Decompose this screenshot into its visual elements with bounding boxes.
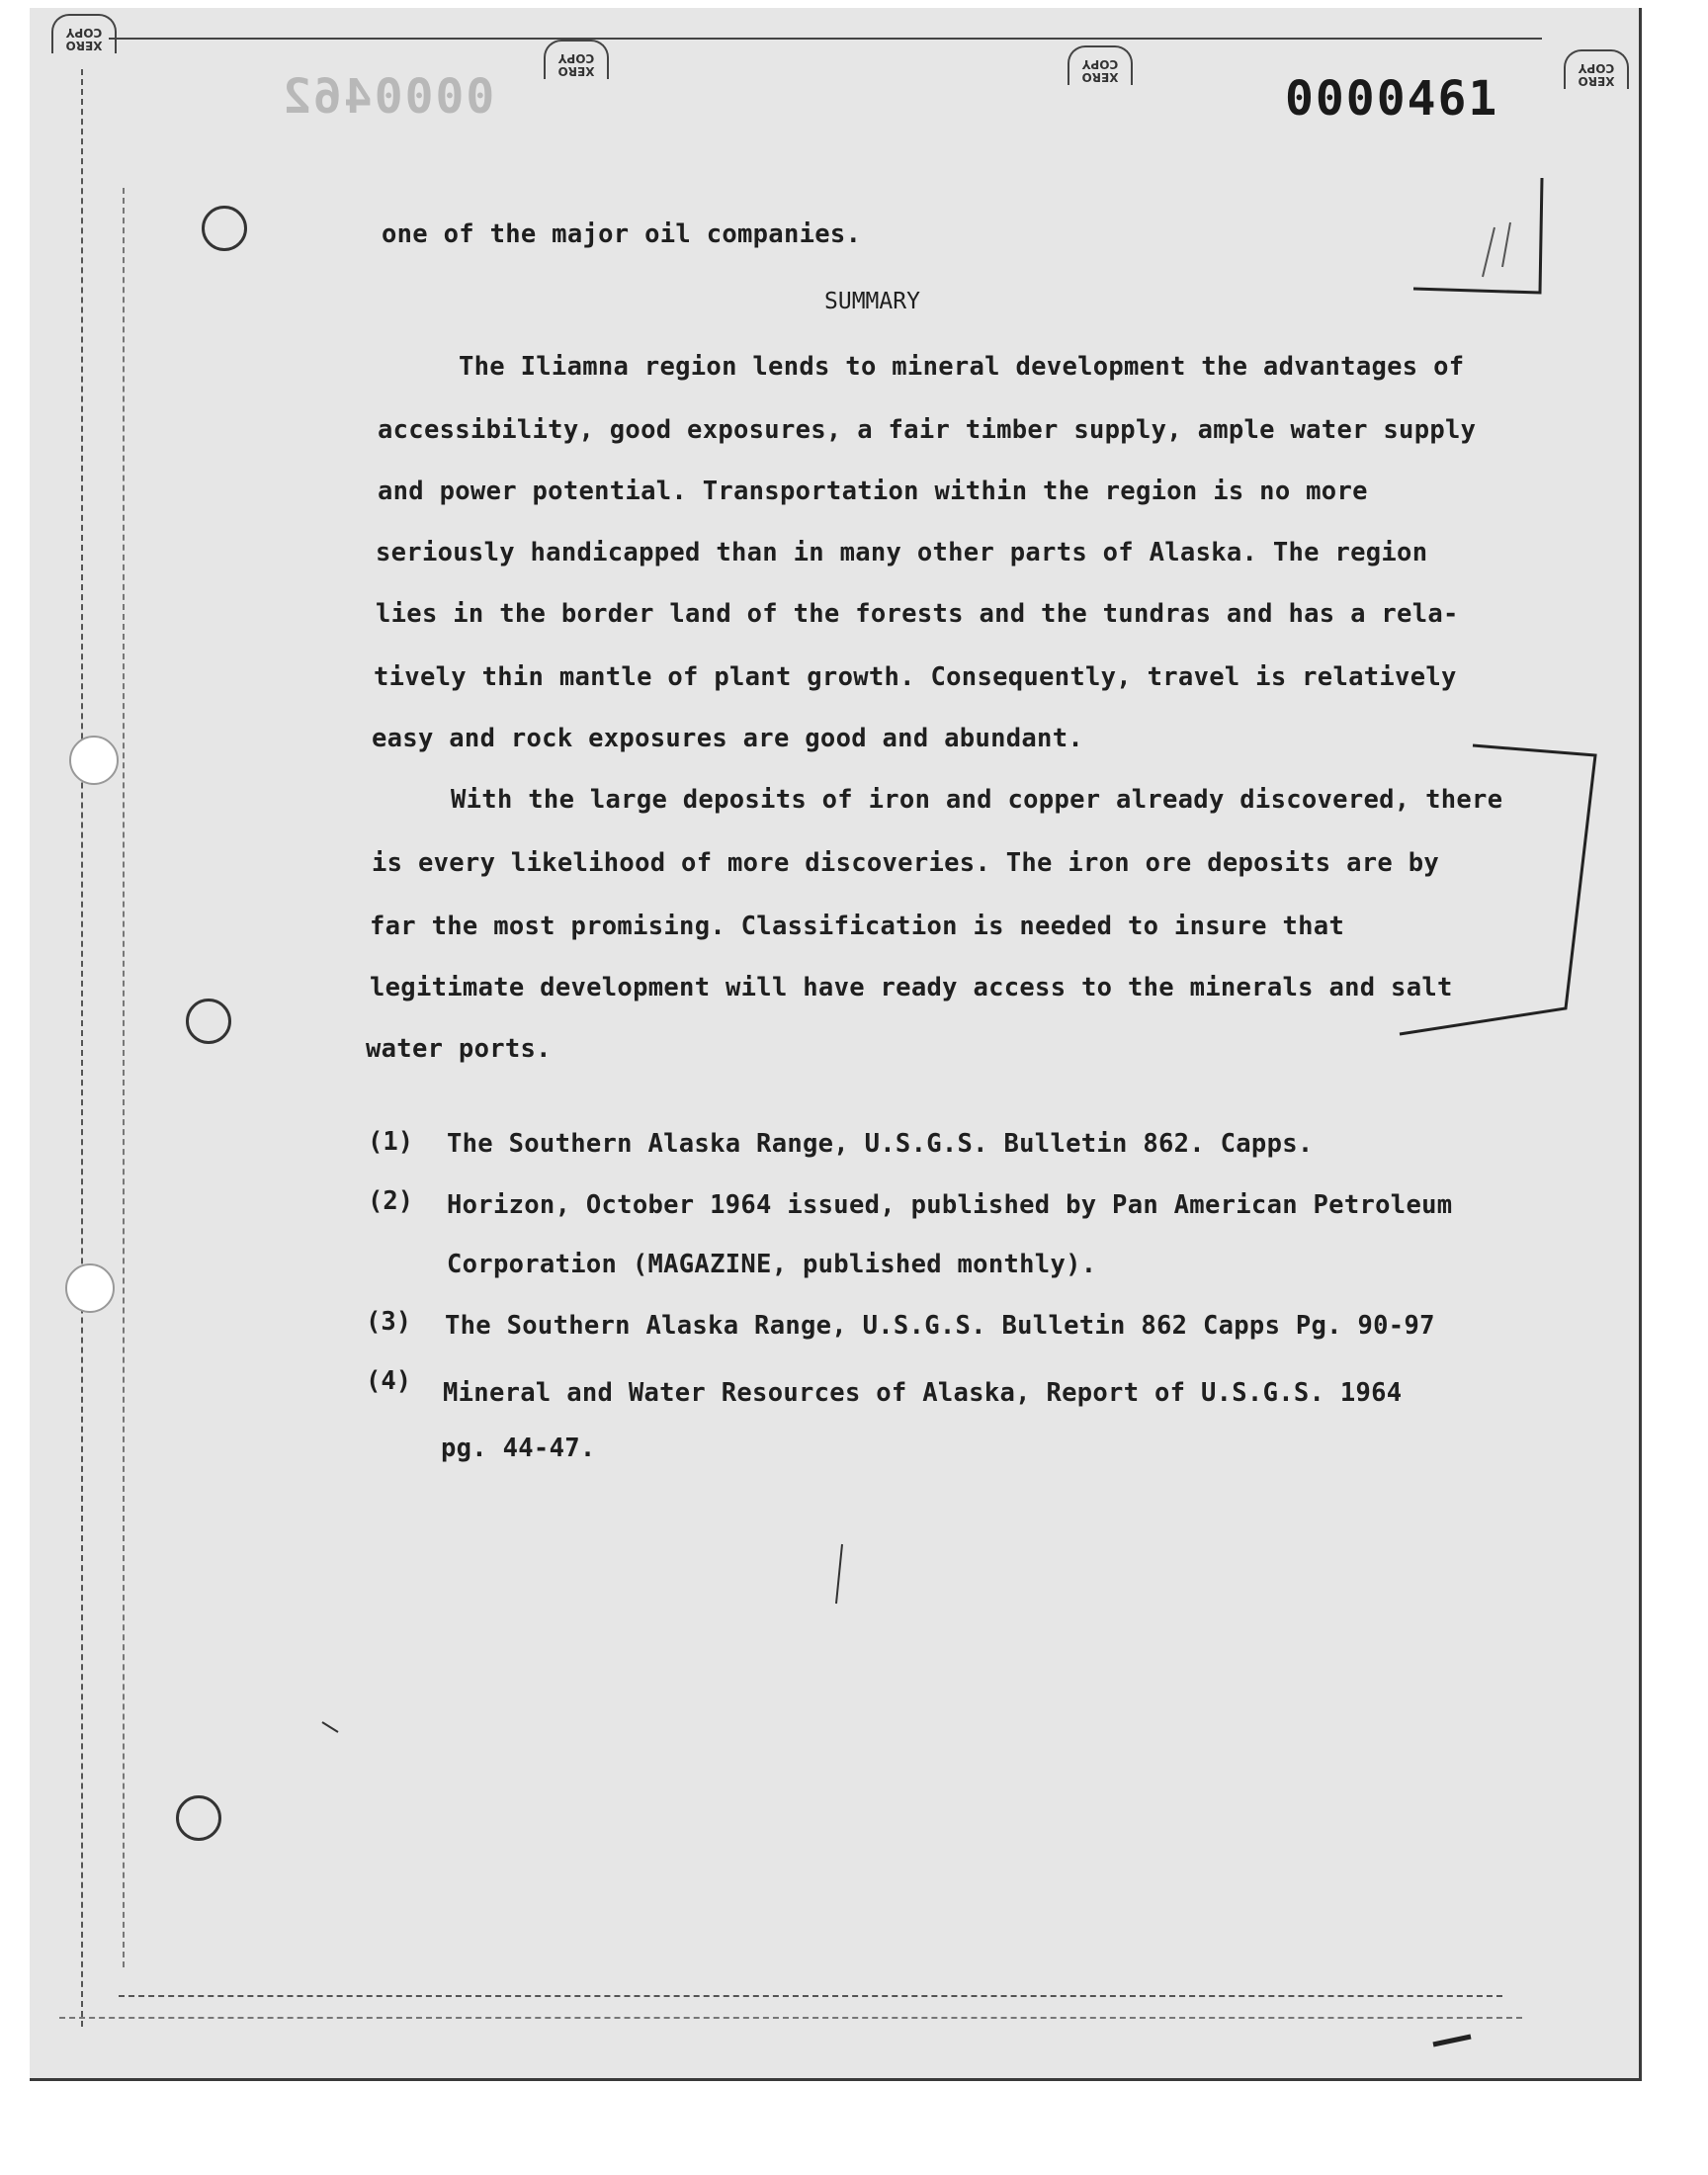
paragraph-line: tively thin mantle of plant growth. Consequently, travel is relatively [374,662,1457,692]
lead-text-line: one of the major oil companies. [382,219,862,249]
stray-stroke [836,1544,842,1604]
paragraph-line: water ports. [366,1034,552,1064]
footnote-text: The Southern Alaska Range, U.S.G.S. Bulletin 862. Capps. [447,1129,1314,1159]
section-heading: SUMMARY [824,289,920,314]
paragraph-line: and power potential. Transportation within the region is no more [378,477,1368,506]
footnote-text: Horizon, October 1964 issued, published by Pan American Petroleum [447,1190,1453,1220]
footnote-text: Mineral and Water Resources of Alaska, Report of U.S.G.S. 1964 [443,1378,1403,1408]
footnote-number: (3) [366,1307,412,1337]
arrow-mark [1433,2037,1471,2044]
footnote-text: Corporation (MAGAZINE, published monthly). [447,1250,1097,1279]
corner-bracket-mark [1413,178,1542,293]
footnote-text: The Southern Alaska Range, U.S.G.S. Bulletin 862 Capps Pg. 90-97 [445,1311,1435,1341]
footnote-number: (2) [368,1186,414,1216]
paragraph-line: is every likelihood of more discoveries. The iron ore deposits are by [372,848,1440,878]
paragraph-line: seriously handicapped than in many other parts of Alaska. The region [376,538,1428,567]
bates-number: 0000461 [1285,71,1499,127]
paragraph-line: lies in the border land of the forests and the tundras and has a rela- [376,599,1459,629]
stamp-label: XERO COPY [557,51,595,78]
footnote-text: pg. 44-47. [441,1434,596,1463]
stamp-label: XERO COPY [1081,57,1119,84]
stamp-label: XERO COPY [65,26,103,52]
bleed-through-number: 0000462 [281,69,495,125]
stray-stroke [322,1722,338,1732]
paragraph-line: The Iliamna region lends to mineral development the advantages of [459,352,1465,382]
tick-marks [1483,222,1510,277]
paragraph-line: far the most promising. Classification is needed to insure that [370,912,1345,941]
paragraph-line: accessibility, good exposures, a fair timber supply, ample water supply [378,415,1477,445]
paragraph-line: With the large deposits of iron and copper already discovered, there [451,785,1503,815]
footnote-number: (1) [368,1127,414,1157]
paragraph-line: legitimate development will have ready access to the minerals and salt [370,973,1453,1002]
stamp-label: XERO COPY [1578,61,1615,88]
footnote-number: (4) [366,1366,412,1396]
paragraph-line: easy and rock exposures are good and abundant. [372,724,1084,753]
